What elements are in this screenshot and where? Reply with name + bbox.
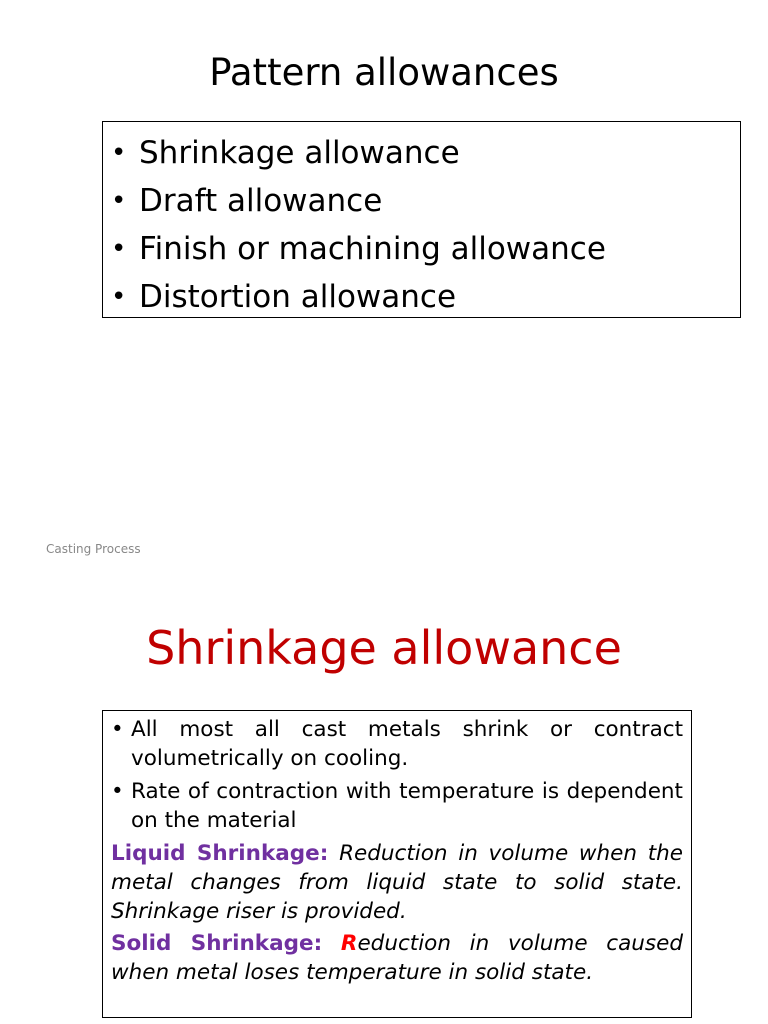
- bullet-icon: •: [111, 234, 127, 264]
- solid-shrinkage-initial: R: [340, 931, 358, 956]
- list-item: [103, 129, 740, 177]
- solid-shrinkage-description: eduction in volume caused when metal loses temperature in solid state.: [111, 931, 683, 985]
- bullet-icon: •: [111, 779, 124, 804]
- bullet-icon: •: [111, 282, 127, 312]
- allowance-list: [103, 122, 740, 321]
- solid-shrinkage-paragraph: [111, 929, 683, 987]
- pattern-allowances-title: Pattern allowances: [209, 51, 559, 94]
- list-item: [103, 273, 740, 321]
- bullet-text: Rate of contraction with temperature is dependent on the material: [131, 779, 683, 833]
- list-item-label: Shrinkage allowance: [139, 135, 460, 171]
- bullet-icon: •: [111, 186, 127, 216]
- list-item: [111, 777, 683, 835]
- liquid-shrinkage-term: Liquid Shrinkage:: [111, 841, 329, 866]
- list-item-label: Draft allowance: [139, 183, 383, 219]
- allowance-list-box: [102, 121, 741, 318]
- liquid-shrinkage-description: Reduction in volume when the metal changes from liquid state to solid state. Shrinkage riser is provided.: [111, 841, 683, 924]
- list-item: [103, 177, 740, 225]
- liquid-shrinkage-paragraph: [111, 839, 683, 926]
- list-item-label: Distortion allowance: [139, 279, 457, 315]
- bullet-icon: •: [111, 138, 127, 168]
- solid-shrinkage-term: Solid Shrinkage:: [111, 931, 323, 956]
- bullet-icon: •: [111, 717, 124, 742]
- list-item: [111, 715, 683, 773]
- slide-footer: Casting Process: [46, 542, 141, 556]
- shrinkage-content-box: [102, 710, 692, 1018]
- shrinkage-allowance-title: Shrinkage allowance: [146, 621, 622, 675]
- shrinkage-bullet-list: [111, 715, 683, 835]
- bullet-text: All most all cast metals shrink or contract volumetrically on cooling.: [131, 717, 683, 771]
- list-item-label: Finish or machining allowance: [139, 231, 606, 267]
- list-item: [103, 225, 740, 273]
